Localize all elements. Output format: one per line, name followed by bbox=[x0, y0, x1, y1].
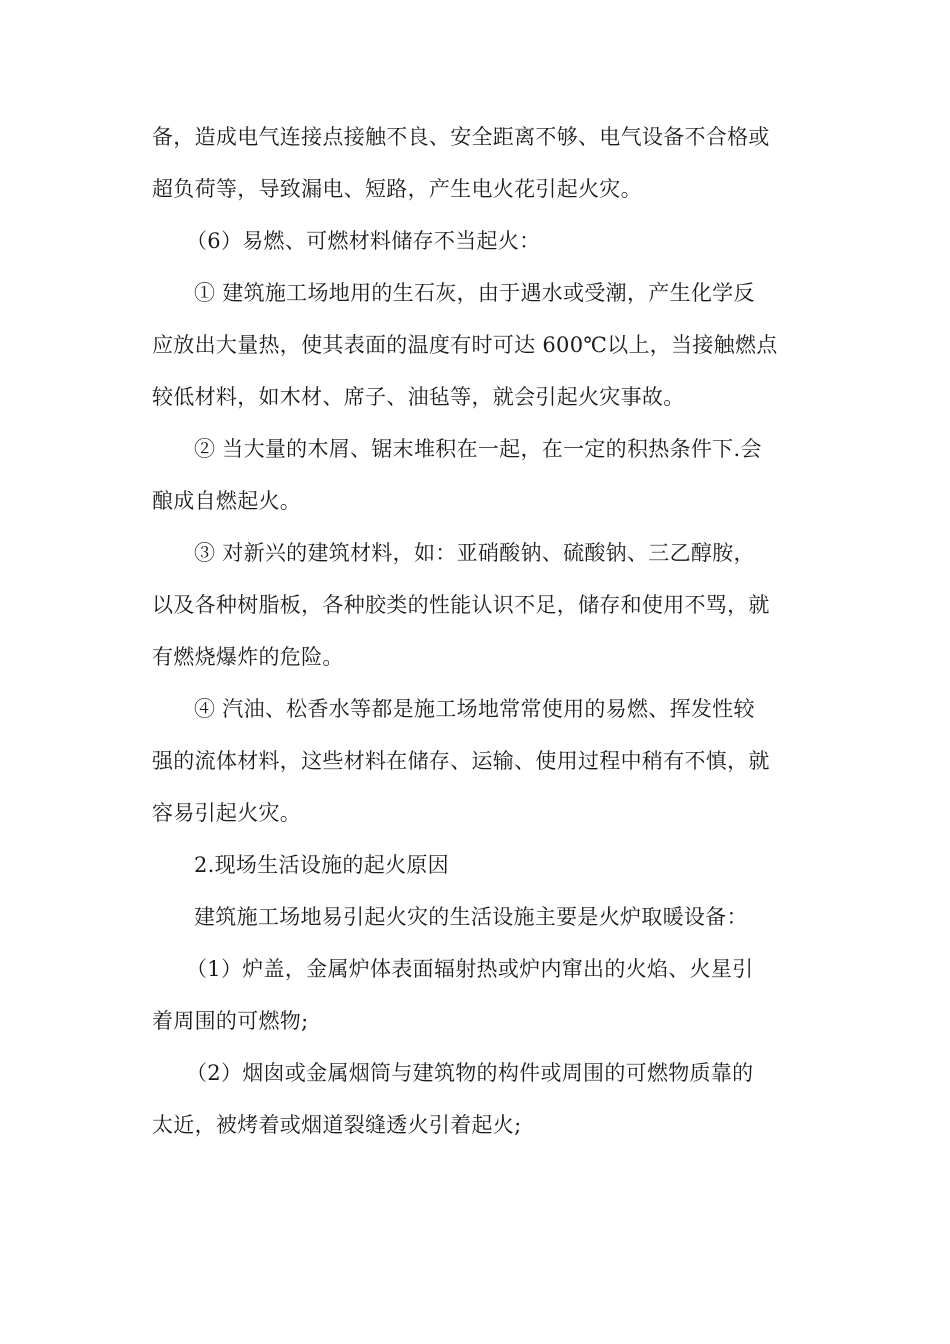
text-line: 建筑施工场地易引起火灾的生活设施主要是火炉取暖设备： bbox=[194, 905, 748, 929]
text-line: ② 当大量的木屑、锯末堆积在一起，在一定的积热条件下.会 bbox=[194, 437, 762, 461]
text-line: ④ 汽油、松香水等都是施工场地常常使用的易燃、挥发性较 bbox=[194, 697, 755, 721]
text-line: 较低材料，如木材、席子、油毡等，就会引起火灾事故。 bbox=[152, 385, 685, 409]
text-line: （1）炉盖，金属炉体表面辐射热或炉内窜出的火焰、火星引 bbox=[186, 957, 754, 981]
text-line: 备，造成电气连接点接触不良、安全距离不够、电气设备不合格或 bbox=[152, 125, 770, 149]
text-line: 超负荷等，导致漏电、短路，产生电火花引起火灾。 bbox=[152, 177, 642, 201]
text-line: 酿成自燃起火。 bbox=[152, 489, 302, 513]
text-line: （2）烟囱或金属烟筒与建筑物的构件或周围的可燃物质靠的 bbox=[186, 1061, 754, 1085]
text-line: 着周围的可燃物; bbox=[152, 1009, 309, 1033]
text-line: 强的流体材料，这些材料在储存、运输、使用过程中稍有不慎，就 bbox=[152, 749, 770, 773]
text-line: 容易引起火灾。 bbox=[152, 801, 302, 825]
section-heading: 2.现场生活设施的起火原因 bbox=[194, 853, 449, 877]
text-line: 有燃烧爆炸的危险。 bbox=[152, 645, 344, 669]
text-line: 太近，被烤着或烟道裂缝透火引着起火; bbox=[152, 1113, 522, 1137]
text-line: ① 建筑施工场地用的生石灰，由于遇水或受潮，产生化学反 bbox=[194, 281, 755, 305]
text-line: 应放出大量热，使其表面的温度有时可达 600℃以上，当接触燃点 bbox=[152, 333, 778, 357]
text-line: （6）易燃、可燃材料储存不当起火： bbox=[186, 229, 541, 253]
text-line: 以及各种树脂板，各种胶类的性能认识不足，储存和使用不骂，就 bbox=[152, 593, 770, 617]
text-line: ③ 对新兴的建筑材料，如：亚硝酸钠、硫酸钠、三乙醇胺， bbox=[194, 541, 755, 565]
